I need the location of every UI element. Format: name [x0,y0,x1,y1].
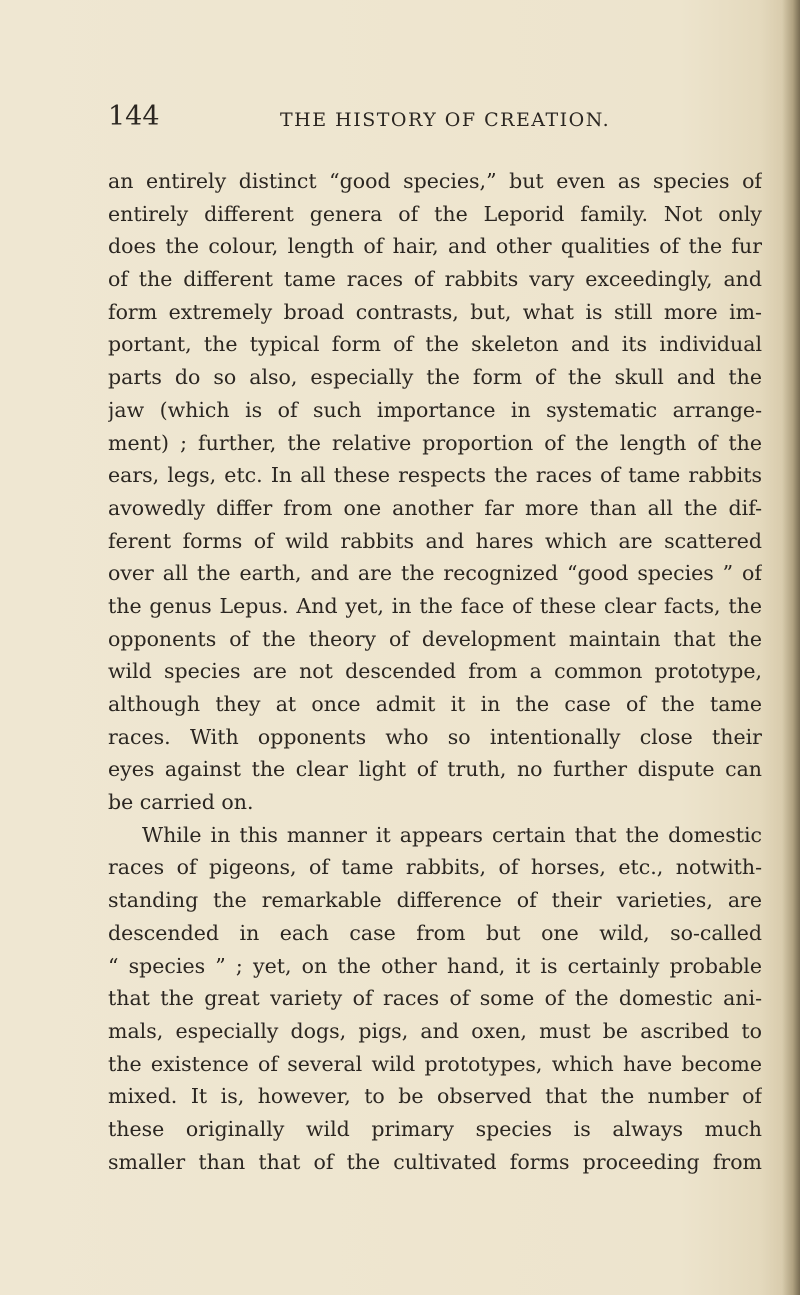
text-line: these originally wild primary species is always much [108,1116,762,1141]
text-line: parts do so also, especially the form of the skull and the [108,365,762,390]
text-line: of the different tame races of rabbits vary exceedingly, and [108,267,762,292]
page-number: 144 [108,101,160,132]
text-line: ment) ; further, the relative proportion of the length of the [108,430,762,455]
text-line: the genus Lepus. And yet, in the face of these clear facts, the [108,593,762,618]
running-title: THE HISTORY OF CREATION. [280,109,611,131]
text-line: jaw (which is of such importance in systematic arrange- [108,397,762,422]
text-line: that the great variety of races of some of the domestic ani- [108,986,762,1011]
text-line: eyes against the clear light of truth, no further dispute can [108,757,762,782]
text-line: form extremely broad contrasts, but, what is still more im- [108,299,762,324]
page-edge-shadow [782,0,800,1295]
text-line: wild species are not descended from a common prototype, [108,659,762,684]
text-line: does the colour, length of hair, and other qualities of the fur [108,234,762,259]
text-line: avowedly differ from one another far more than all the dif- [108,495,762,520]
text-line: the existence of several wild prototypes, which have become [108,1051,762,1076]
text-line: mals, especially dogs, pigs, and oxen, must be ascribed to [108,1018,762,1043]
text-line: mixed. It is, however, to be observed that the number of [108,1084,762,1109]
text-line: ears, legs, etc. In all these respects the races of tame rabbits [108,463,762,488]
text-line: ferent forms of wild rabbits and hares which are scattered [108,528,762,553]
text-line: races. With opponents who so intentionally close their [108,724,762,749]
text-line: While in this manner it appears certain that the domestic [142,822,762,847]
text-line: races of pigeons, of tame rabbits, of horses, etc., notwith- [108,855,762,880]
text-line: “ species ” ; yet, on the other hand, it is certainly probable [108,953,762,978]
text-line: over all the earth, and are the recognized “good species ” of [108,561,762,586]
text-line: portant, the typical form of the skeleton and its individual [108,332,762,357]
text-line: an entirely distinct “good species,” but even as species of [108,169,762,193]
page-header [108,102,748,142]
text-line: smaller than that of the cultivated forms proceeding from [108,1149,762,1174]
body-text [108,165,762,1178]
text-line: although they at once admit it in the case of the tame [108,692,762,716]
text-line: be carried on. [108,790,254,815]
text-line: standing the remarkable difference of their varieties, are [108,888,762,913]
text-line: opponents of the theory of development maintain that the [108,626,762,651]
text-line: descended in each case from but one wild, so-called [108,920,762,945]
text-line: entirely different genera of the Leporid family. Not only [108,201,762,226]
